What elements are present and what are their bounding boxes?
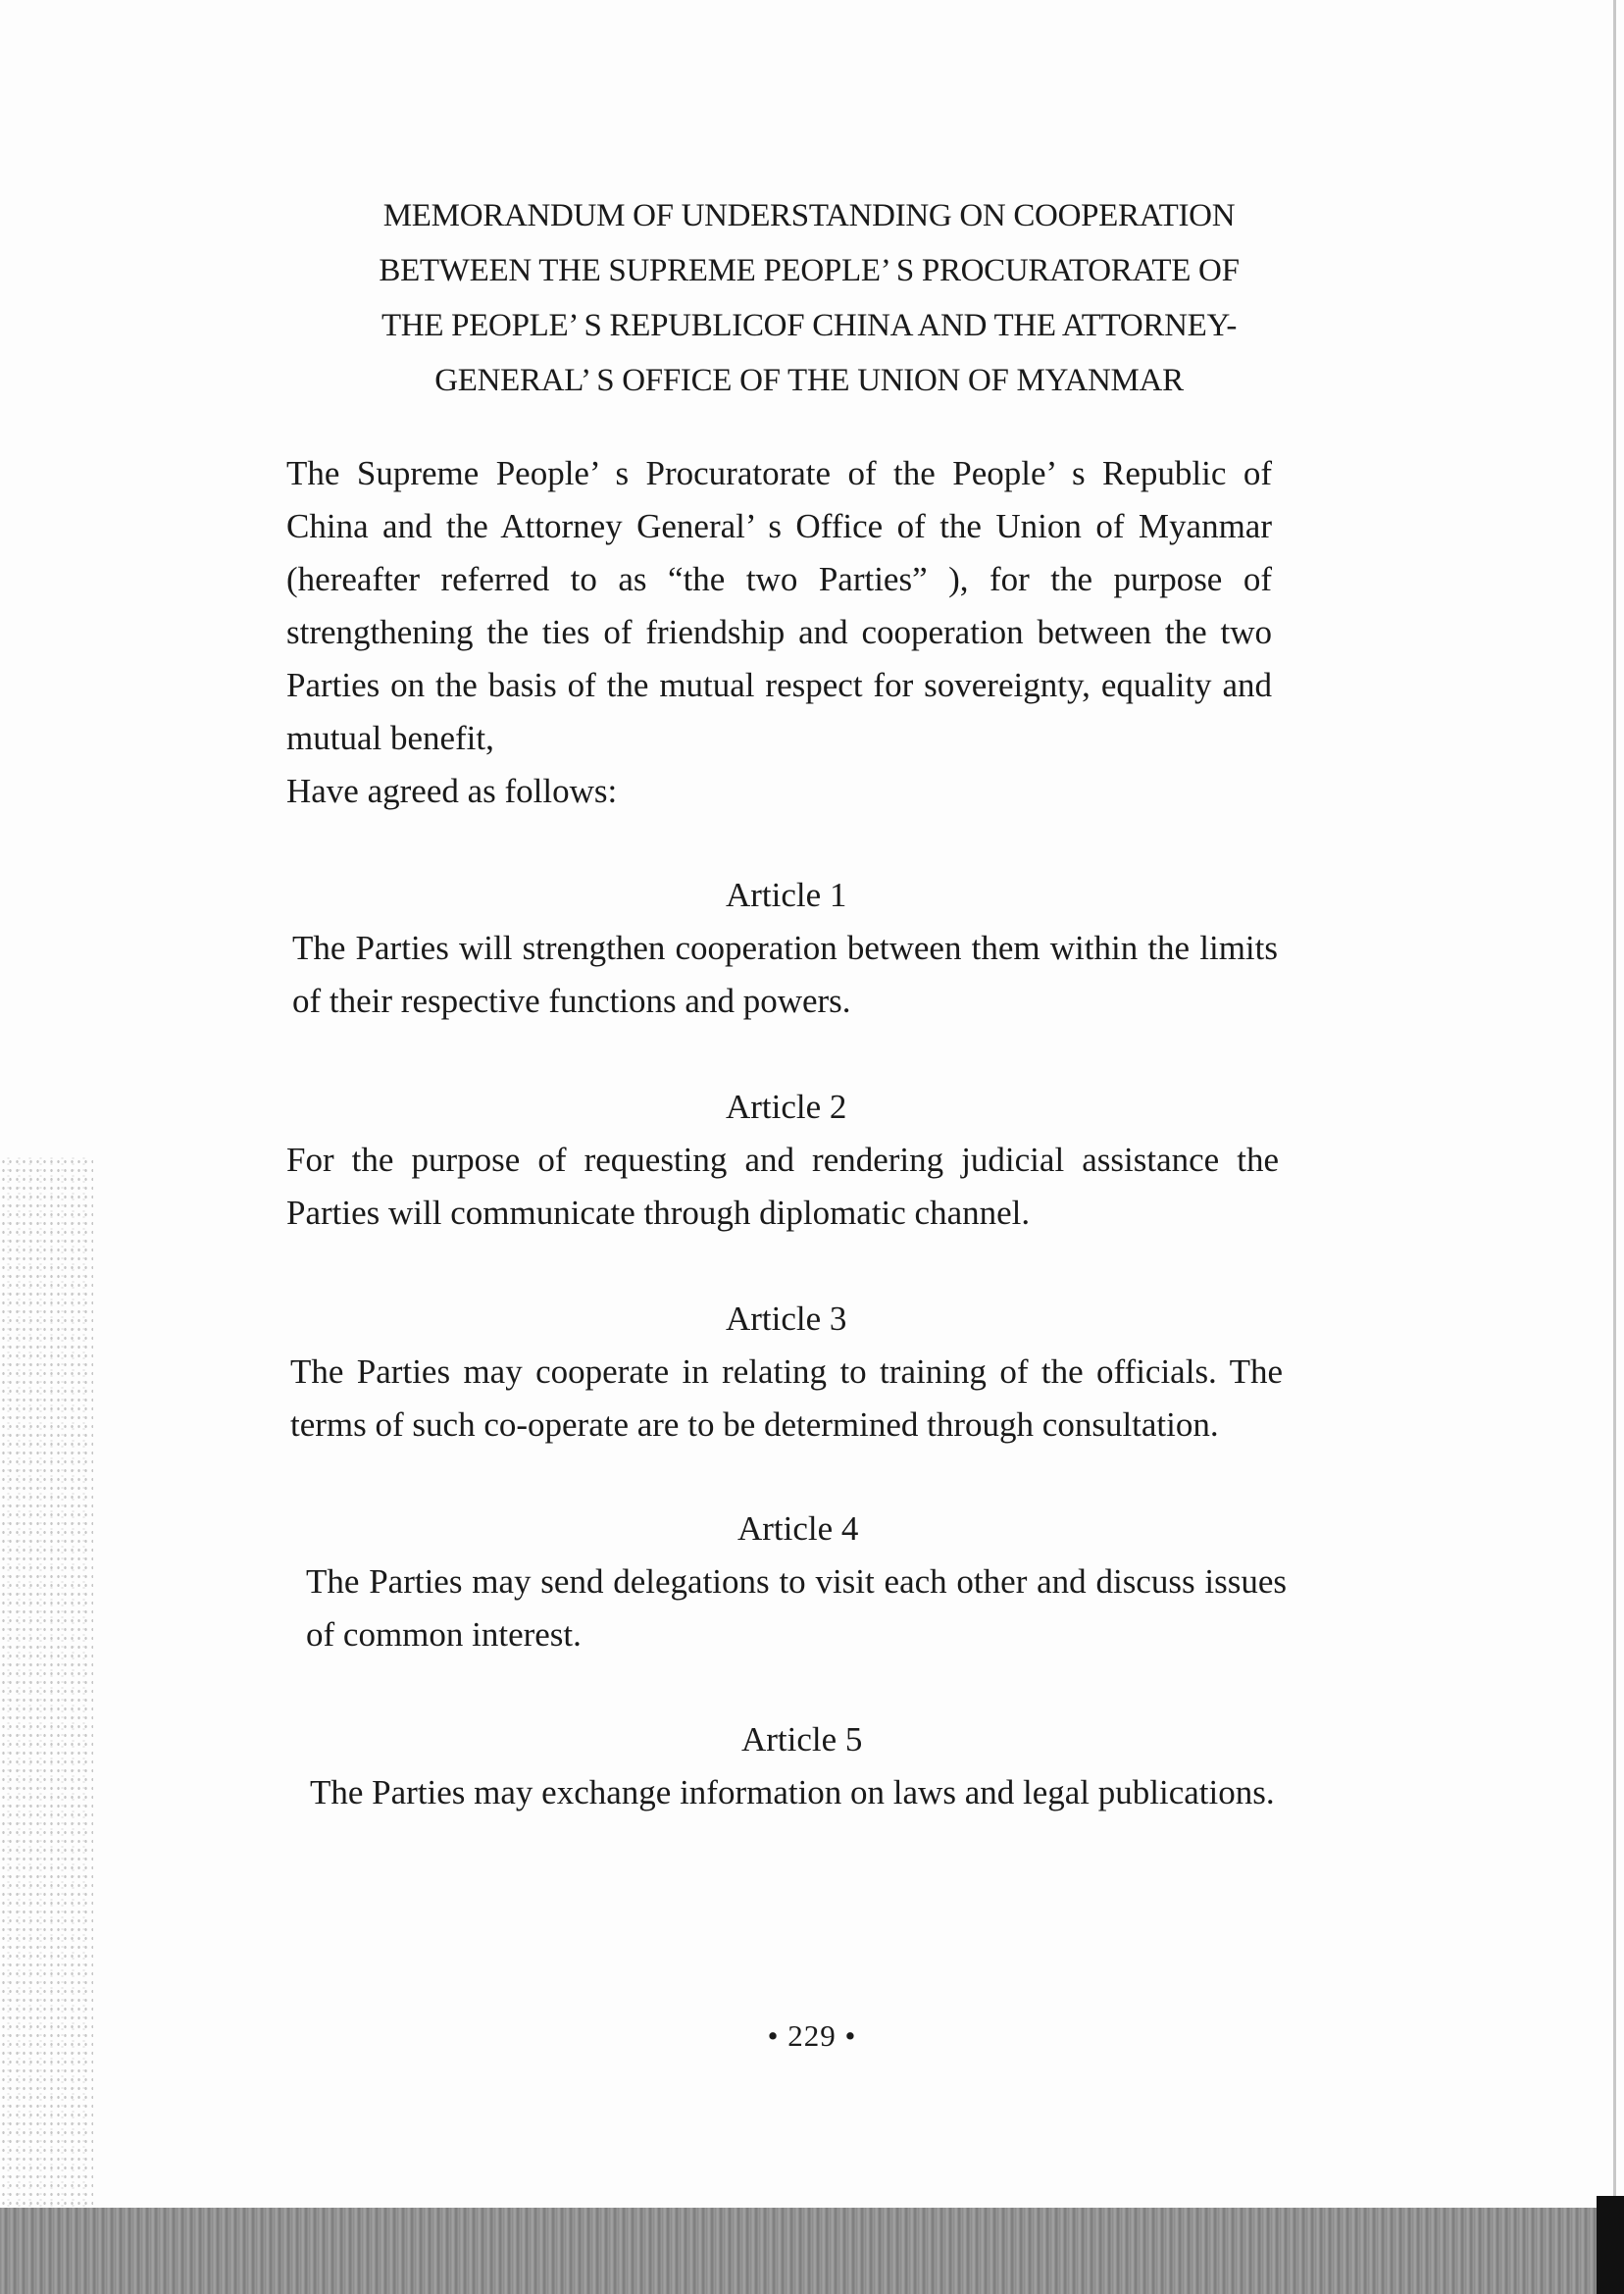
page-number: • 229 •: [767, 2018, 857, 2053]
scan-corner-shadow: [1597, 2196, 1624, 2294]
preamble-line: (hereafter referred to as “the two Parties” ), for the purpose of: [286, 560, 1272, 598]
article-line: Parties will communicate through diplomatic channel.: [286, 1194, 1031, 1232]
heading-line: GENERAL’ S OFFICE OF THE UNION OF MYANMAR: [434, 363, 1184, 398]
article-2-body: [286, 1134, 1279, 1240]
article-line: terms of such co-operate are to be determined through consultation.: [290, 1405, 1219, 1444]
article-2-title: Article 2: [726, 1088, 847, 1126]
article-line: The Parties may exchange information on laws and legal publications.: [310, 1773, 1275, 1811]
preamble-line: Have agreed as follows:: [286, 772, 618, 810]
article-5-body: [310, 1766, 1286, 1819]
article-line: The Parties may send delegations to visit each other and discuss issues: [306, 1562, 1287, 1601]
preamble-line: The Supreme People’ s Procuratorate of the People’ s Republic of: [286, 454, 1272, 492]
article-line: of their respective functions and powers.: [292, 982, 851, 1020]
scan-speckle: [0, 1157, 93, 2217]
article-1-body: [292, 922, 1278, 1028]
article-1-title: Article 1: [726, 876, 847, 914]
heading-line: BETWEEN THE SUPREME PEOPLE’ S PROCURATORATE OF: [379, 253, 1240, 288]
preamble-line: mutual benefit,: [286, 719, 494, 757]
heading-line: THE PEOPLE’ S REPUBLICOF CHINA AND THE ATTORNEY-: [381, 308, 1238, 343]
preamble-line: China and the Attorney General’ s Office of the Union of Myanmar: [286, 507, 1272, 545]
article-line: of common interest.: [306, 1615, 582, 1654]
preamble-line: Parties on the basis of the mutual respect for sovereignty, equality and: [286, 666, 1272, 704]
article-4-title: Article 4: [737, 1509, 859, 1548]
preamble-paragraph: [286, 447, 1272, 818]
article-line: The Parties will strengthen cooperation between them within the limits: [292, 929, 1278, 967]
preamble-line: strengthening the ties of friendship and cooperation between the two: [286, 613, 1272, 651]
scan-bottom-band: [0, 2208, 1624, 2294]
article-3-title: Article 3: [726, 1300, 847, 1338]
heading-line: MEMORANDUM OF UNDERSTANDING ON COOPERATION: [382, 198, 1236, 233]
article-3-body: [290, 1346, 1283, 1452]
article-line: For the purpose of requesting and rendering judicial assistance the: [286, 1141, 1279, 1179]
article-5-title: Article 5: [741, 1720, 863, 1759]
article-line: The Parties may cooperate in relating to training of the officials. The: [290, 1352, 1283, 1391]
document-heading: [294, 188, 1324, 408]
article-4-body: [306, 1555, 1287, 1661]
scan-edge-line: [1613, 0, 1616, 2207]
